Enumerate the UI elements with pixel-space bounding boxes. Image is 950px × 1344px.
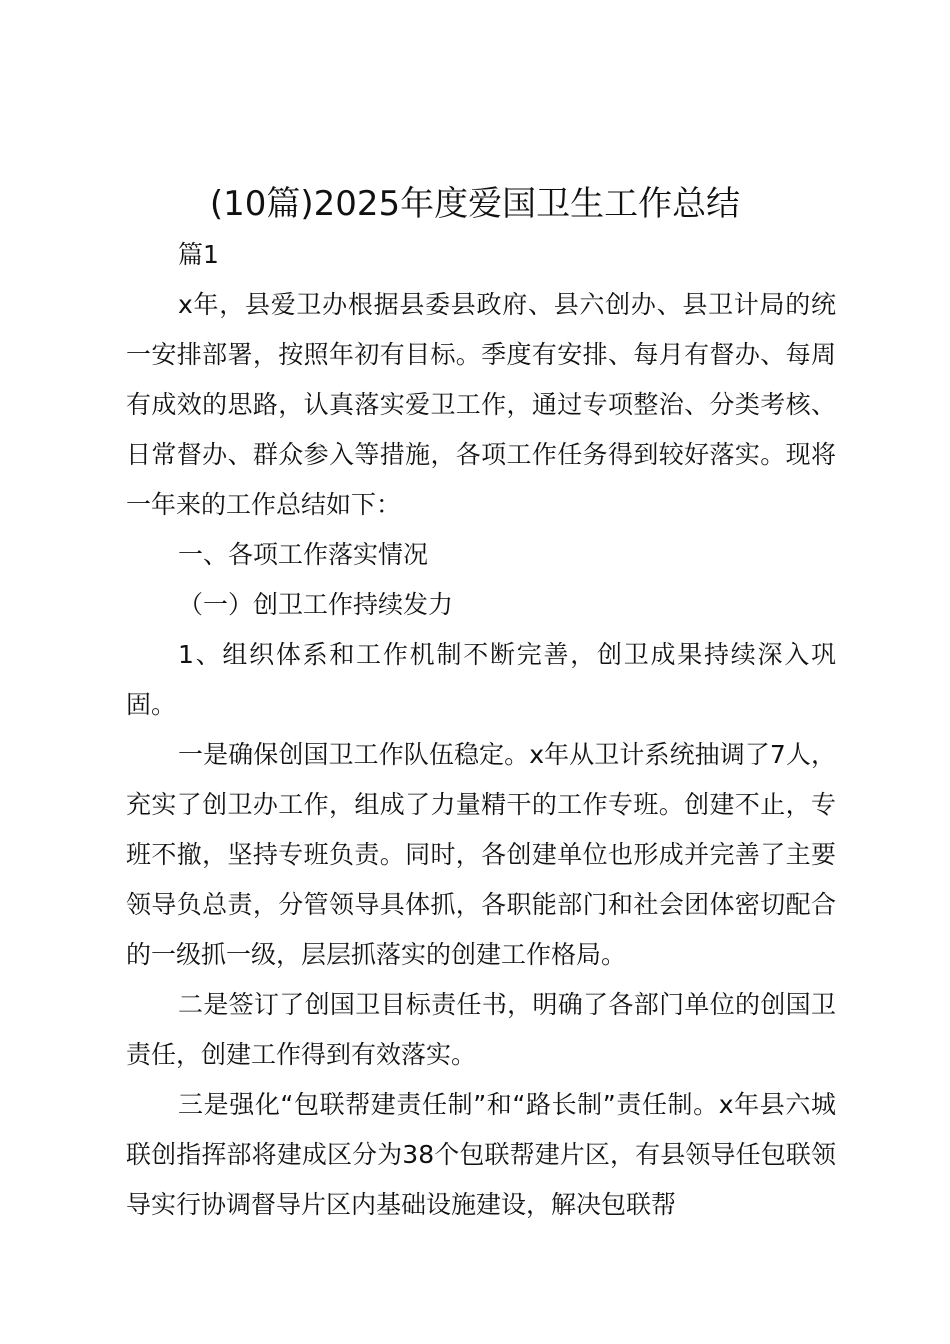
body-paragraph: 三是强化“包联帮建责任制”和“路长制”责任制。x年县六城联创指挥部将建成区分为38个包联帮建片区，有县领导任包联领导实行协调督导片区内基础设施建设，解决包联帮: [126, 1090, 836, 1219]
item-heading: 1、组织体系和工作机制不断完善，创卫成果持续深入巩固。: [126, 640, 836, 719]
body-paragraph: 一是确保创国卫工作队伍稳定。x年从卫计系统抽调了7人，充实了创卫办工作，组成了力量精干的工作专班。创建不止，专班不撤，坚持专班负责。同时，各创建单位也形成并完善了主要领导负总责，分管领导具体抓，各职能部门和社会团体密切配合的一级抓一级，层层抓落实的创建工作格局。: [126, 740, 836, 969]
document-body: [126, 230, 836, 1230]
body-paragraph: 二是签订了创国卫目标责任书，明确了各部门单位的创国卫责任，创建工作得到有效落实。: [126, 990, 836, 1069]
section-heading: 一、各项工作落实情况: [178, 540, 429, 569]
subsection-heading: （一）创卫工作持续发力: [178, 590, 454, 619]
section-heading: 篇1: [178, 240, 219, 269]
document-title: (10篇)2025年度爱国卫生工作总结: [209, 184, 741, 224]
intro-paragraph: x年，县爱卫办根据县委县政府、县六创办、县卫计局的统一安排部署，按照年初有目标。季度有安排、每月有督办、每周有成效的思路，认真落实爱卫工作，通过专项整治、分类考核、日常督办、群众参入等措施，各项工作任务得到较好落实。现将一年来的工作总结如下：: [126, 290, 836, 519]
